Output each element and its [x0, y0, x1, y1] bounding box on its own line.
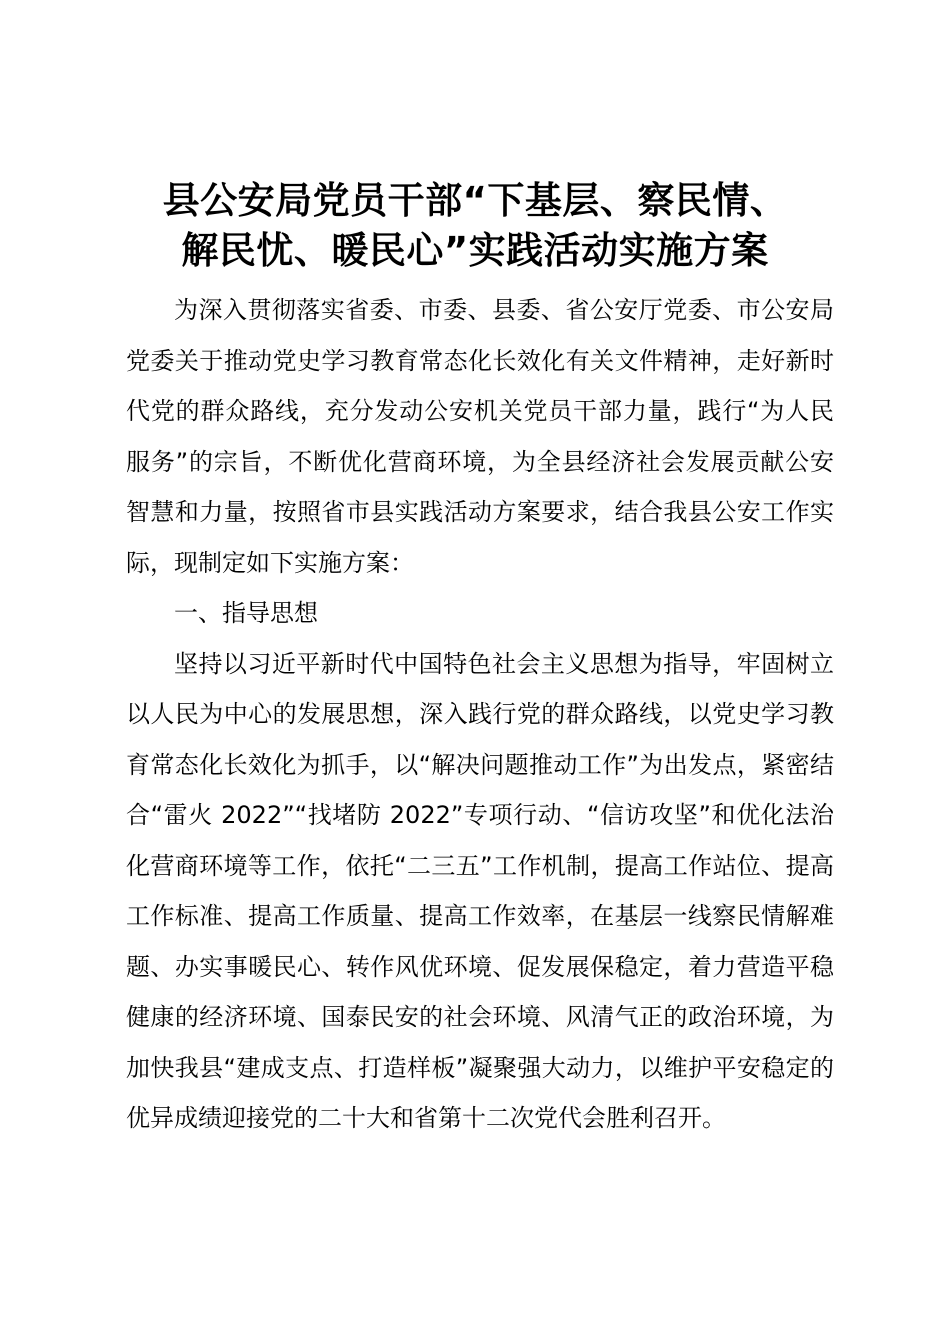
title-line-2: 解民忧、暖民心”实践活动实施方案 — [181, 229, 769, 272]
section-heading: 一、指导思想 — [174, 599, 318, 627]
guiding-thought-paragraph: 坚持以习近平新时代中国特色社会主义思想为指导，牢固树立以人民为中心的发展思想，深入践行党的群众路线，以党史学习教育常态化长效化为抓手，以“解决问题推动工作”为出发点，紧密结合“雷火 2022”“找堵防 2022”专项行动、“信访攻坚”和优化法治化营商环境等工作，依托“二三五”工作机制，提高工作站位、提高工作标准、提高工作质量、提高工作效率，在基层一线察民情解难题、办实事暖民心、转作风优环境、促发展保稳定，着力营造平稳健康的经济环境、国泰民安的社会环境、风清气正的政治环境，为加快我县“建成支点、打造样板”凝聚强大动力，以维护平安稳定的优异成绩迎接党的二十大和省第十二次党代会胜利召开。 — [126, 649, 834, 1132]
title-line-1: 县公安局党员干部“下基层、察民情、 — [162, 179, 788, 222]
document-title — [100, 176, 850, 276]
document-body — [126, 285, 834, 1144]
intro-paragraph: 为深入贯彻落实省委、市委、县委、省公安厅党委、市公安局党委关于推动党史学习教育常态化长效化有关文件精神，走好新时代党的群众路线，充分发动公安机关党员干部力量，践行“为人民服务”的宗旨，不断优化营商环境，为全县经济社会发展贡献公安智慧和力量，按照省市县实践活动方案要求，结合我县公安工作实际，现制定如下实施方案： — [126, 296, 834, 577]
